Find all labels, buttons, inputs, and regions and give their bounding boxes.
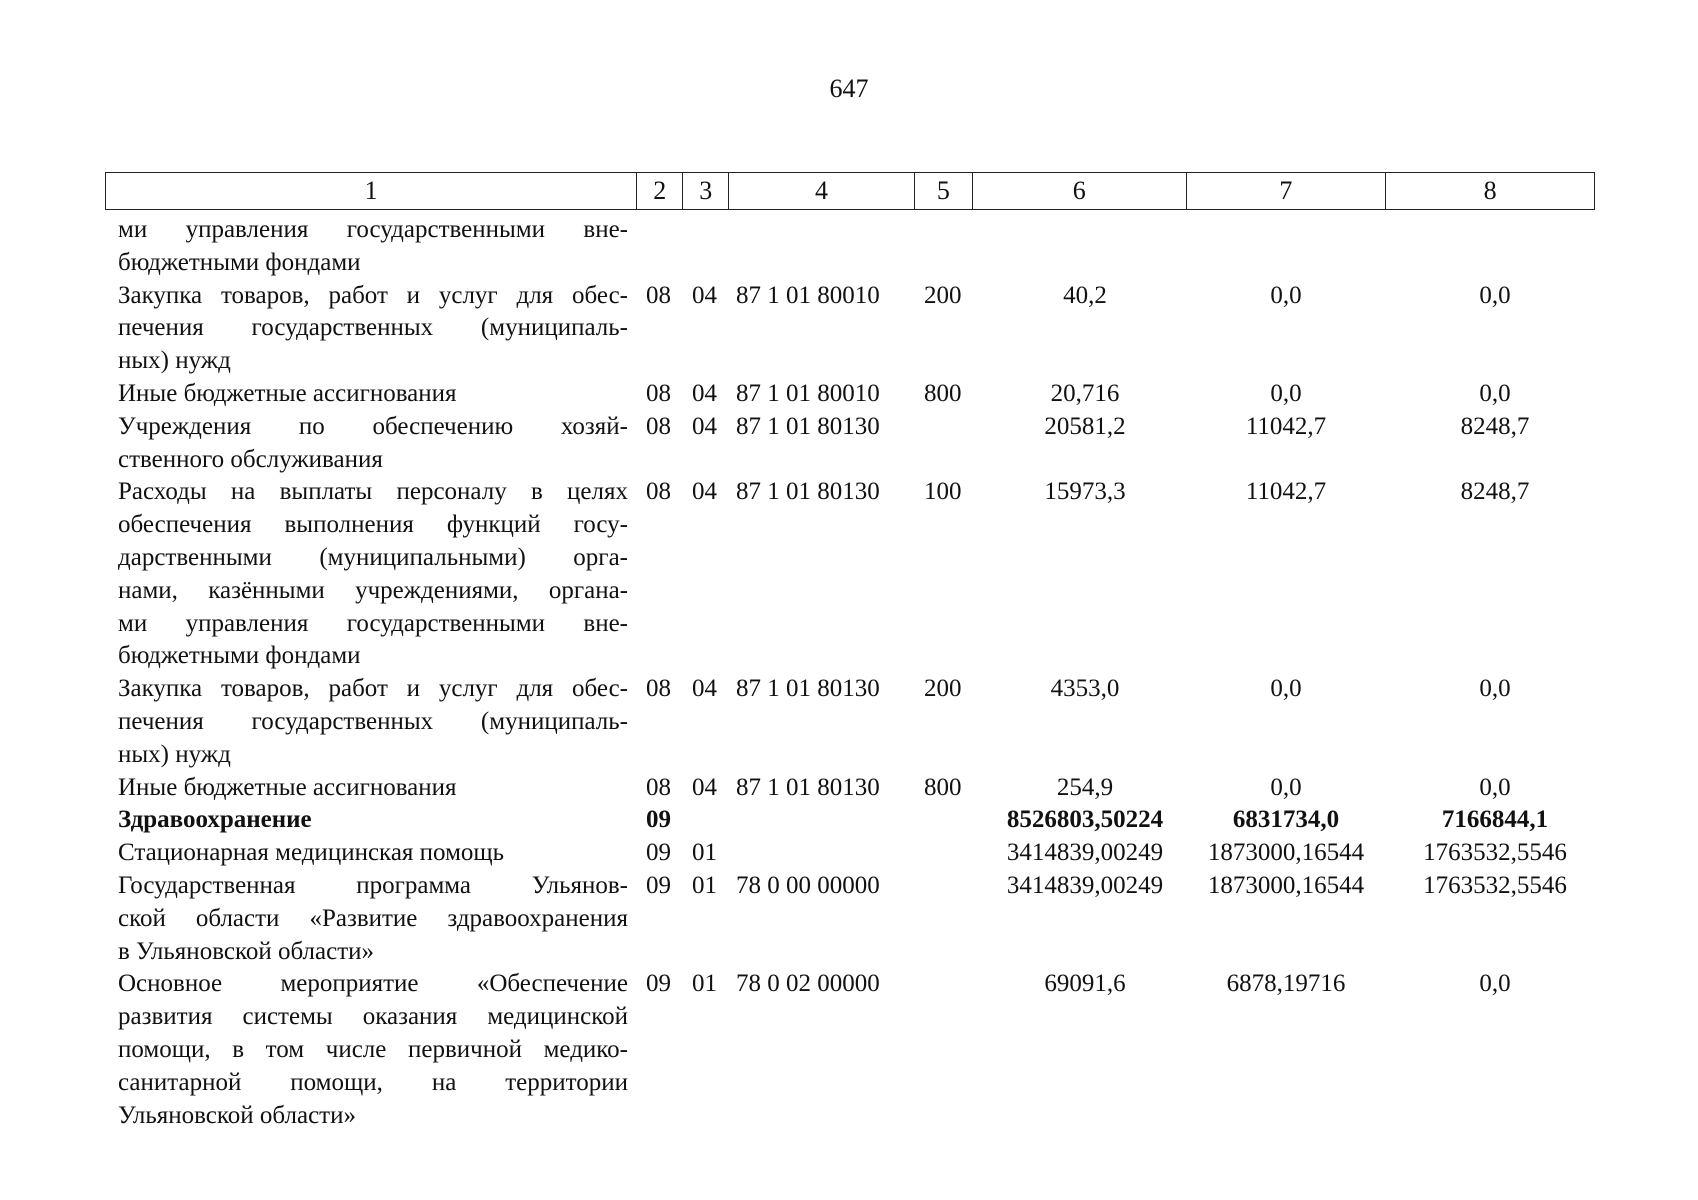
row-col-4: 87 1 01 80130 (736, 412, 880, 440)
table-row (0, 214, 1698, 280)
row-col-2: 09 (646, 839, 671, 867)
row-col-3: 04 (692, 281, 717, 309)
row-col-8: 1763532,5546 (1423, 871, 1567, 899)
table-row (0, 378, 1698, 411)
row-col-2: 09 (646, 871, 671, 899)
row-col-4: 78 0 00 00000 (736, 871, 880, 899)
row-col-4: 87 1 01 80130 (736, 773, 880, 801)
row-col-6: 8526803,50224 (1006, 806, 1164, 834)
row-col-8: 8248,7 (1460, 478, 1530, 506)
row-col-7: 1873000,16544 (1207, 871, 1365, 899)
header-col-4: 4 (729, 173, 915, 209)
table-header (105, 172, 1595, 210)
row-col-8: 0,0 (1479, 675, 1511, 703)
header-col-1: 1 (106, 173, 637, 209)
row-col-6: 20581,2 (1044, 412, 1126, 440)
row-col-6: 3414839,00249 (1006, 871, 1164, 899)
row-col-5: 100 (924, 478, 962, 506)
row-col-6: 20,716 (1050, 379, 1120, 407)
row-col-6: 254,9 (1056, 773, 1114, 801)
table-row (0, 968, 1698, 1132)
row-col-3: 04 (692, 675, 717, 703)
row-description: ми управления государственными вне- бюджетными фондами (118, 216, 628, 276)
row-col-4: 87 1 01 80010 (736, 379, 880, 407)
row-col-4: 87 1 01 80130 (736, 675, 880, 703)
row-col-3: 01 (692, 970, 717, 998)
row-col-7: 0,0 (1270, 281, 1302, 309)
row-col-2: 09 (646, 806, 671, 834)
row-col-8: 0,0 (1479, 281, 1511, 309)
row-col-3: 01 (692, 871, 717, 899)
row-col-2: 08 (646, 379, 671, 407)
row-col-7: 6878,19716 (1226, 970, 1346, 998)
row-col-7: 11042,7 (1245, 412, 1327, 440)
row-col-7: 0,0 (1270, 675, 1302, 703)
page-number: 647 (829, 74, 869, 103)
row-col-3: 01 (692, 839, 717, 867)
table-row (0, 673, 1698, 771)
table-row (0, 476, 1698, 673)
row-description: Учреждения по обеспечению хозяй- ственного обслуживания (118, 412, 628, 473)
row-col-2: 08 (646, 773, 671, 801)
table-body (0, 214, 1698, 1132)
row-col-2: 08 (646, 412, 671, 440)
row-col-2: 08 (646, 478, 671, 506)
row-col-3: 04 (692, 379, 717, 407)
row-col-6: 15973,3 (1044, 478, 1126, 506)
header-col-2: 2 (637, 173, 683, 209)
row-col-6: 69091,6 (1044, 970, 1126, 998)
row-description: Закупка товаров, работ и услуг для обес- печения государственных (муниципаль- ных) нужд (118, 281, 628, 375)
row-col-3: 04 (692, 773, 717, 801)
row-col-4: 87 1 01 80010 (736, 281, 880, 309)
row-description: Иные бюджетные ассигнования (118, 379, 457, 407)
row-description: Основное мероприятие «Обеспечение развития системы оказания медицинской помощи, в том числе первичной медико- санитарной помощи, на территории Ульяновской области» (118, 970, 628, 1129)
row-col-8: 8248,7 (1460, 412, 1530, 440)
row-col-2: 09 (646, 970, 671, 998)
row-col-7: 0,0 (1270, 379, 1302, 407)
row-col-8: 0,0 (1479, 970, 1511, 998)
row-col-3: 04 (692, 412, 717, 440)
row-col-3: 04 (692, 478, 717, 506)
row-col-8: 1763532,5546 (1423, 839, 1567, 867)
table-row (0, 772, 1698, 805)
table-row (0, 411, 1698, 477)
row-description: Закупка товаров, работ и услуг для обес- печения государственных (муниципаль- ных) нужд (118, 675, 628, 768)
row-col-7: 1873000,16544 (1207, 839, 1365, 867)
row-col-6: 40,2 (1063, 281, 1107, 309)
row-col-7: 6831734,0 (1232, 806, 1340, 834)
table-row (0, 280, 1698, 378)
row-description: Иные бюджетные ассигнования (118, 773, 457, 801)
row-col-6: 4353,0 (1050, 675, 1120, 703)
row-col-2: 08 (646, 281, 671, 309)
row-col-4: 78 0 02 00000 (736, 970, 880, 998)
header-col-5: 5 (915, 173, 973, 209)
row-col-2: 08 (646, 675, 671, 703)
row-description: Стационарная медицинская помощь (118, 839, 505, 867)
row-description: Здравоохранение (118, 806, 312, 834)
row-col-7: 11042,7 (1245, 478, 1327, 506)
row-col-5: 800 (924, 773, 962, 801)
header-col-8: 8 (1483, 176, 1497, 205)
row-col-5: 200 (924, 675, 962, 703)
row-col-8: 0,0 (1479, 773, 1511, 801)
header-col-6: 6 (973, 173, 1187, 209)
row-col-4: 87 1 01 80130 (736, 478, 880, 506)
row-description: Расходы на выплаты персоналу в целях обеспечения выполнения функций госу- дарственными (муниципальными) орга- нами, казёнными учреждениями, органа- ми управления государственными вне- бюджетными фондами (118, 478, 628, 670)
row-col-8: 7166844,1 (1441, 806, 1549, 834)
row-col-7: 0,0 (1270, 773, 1302, 801)
table-row (0, 804, 1698, 837)
header-col-7: 7 (1187, 173, 1387, 209)
row-col-5: 800 (924, 379, 962, 407)
table-row (0, 837, 1698, 870)
row-col-5: 200 (924, 281, 962, 309)
row-col-8: 0,0 (1479, 379, 1511, 407)
row-description: Государственная программа Ульянов- ской области «Развитие здравоохранения в Ульяновской области» (118, 871, 628, 965)
header-col-3: 3 (683, 173, 729, 209)
row-col-6: 3414839,00249 (1006, 839, 1164, 867)
table-row (0, 870, 1698, 968)
